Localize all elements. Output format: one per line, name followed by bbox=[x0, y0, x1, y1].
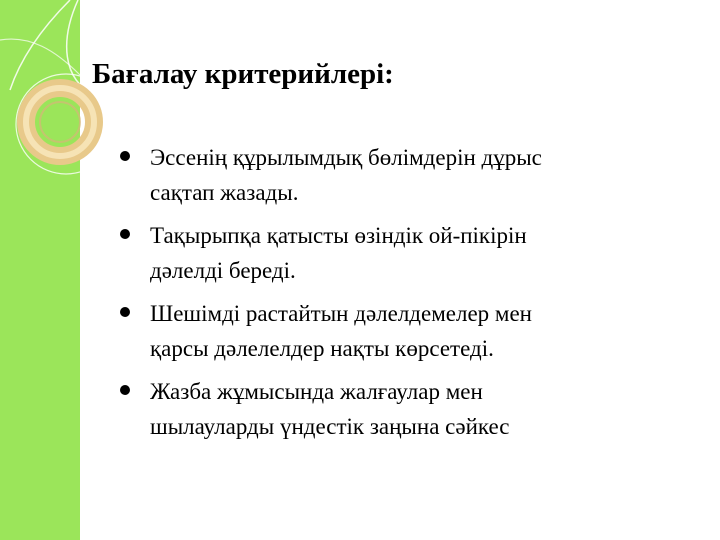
list-item bbox=[118, 218, 698, 288]
criteria-list bbox=[118, 140, 698, 452]
list-item-line: Шешімді растайтын дәлелдемелер мен bbox=[150, 301, 532, 326]
list-item-line: дәлелді береді. bbox=[150, 258, 296, 283]
bullet-icon bbox=[120, 229, 130, 239]
list-item bbox=[118, 140, 698, 210]
list-item-line: шылауларды үндестік заңына сәйкес bbox=[150, 414, 510, 439]
bullet-icon bbox=[120, 385, 130, 395]
bullet-icon bbox=[120, 307, 130, 317]
list-item-line: Тақырыпқа қатысты өзіндік ой-пікірін bbox=[150, 223, 527, 248]
list-item-line: Эссенің құрылымдық бөлімдерін дұрыс bbox=[150, 145, 542, 170]
list-item bbox=[118, 374, 698, 444]
bullet-icon bbox=[120, 151, 130, 161]
list-item-line: қарсы дәлелелдер нақты көрсетеді. bbox=[150, 336, 494, 361]
list-item-line: сақтап жазады. bbox=[150, 180, 299, 205]
list-item-line: Жазба жұмысында жалғаулар мен bbox=[150, 379, 483, 404]
list-item bbox=[118, 296, 698, 366]
slide-title: Бағалау критерийлері: bbox=[92, 58, 394, 90]
